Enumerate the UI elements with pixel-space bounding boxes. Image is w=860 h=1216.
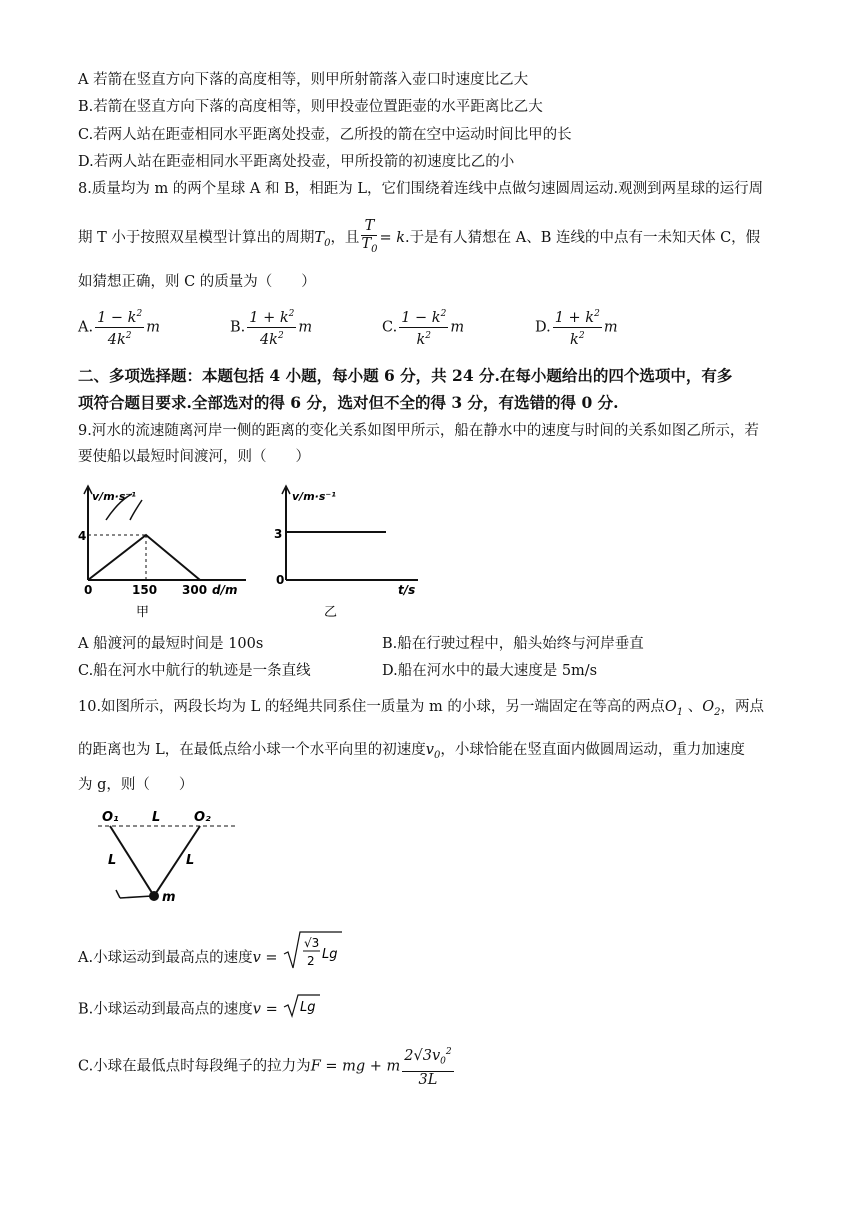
q8-option-b-label: B. xyxy=(230,319,246,336)
q10-line1-b: ，两点 xyxy=(720,699,765,715)
sqrt-expression-a xyxy=(282,928,344,988)
q10-line2 xyxy=(78,740,745,766)
q10-fig-o2: O₂ xyxy=(194,810,211,825)
jia-caption: 甲 xyxy=(136,605,150,620)
q10-fig-l-right: L xyxy=(186,853,195,868)
q10-line1: 10.如图所示，两段长均为 L 的轻绳共同系住一质量为 m 的小球，另一端固定在等高的两点$O_1$ 、$O_2$，两点 xyxy=(78,699,765,718)
v0-symbol: $v_0$ xyxy=(425,742,441,761)
o1-point: $O_1$ xyxy=(664,699,684,718)
q10-fig-o1: O₁ xyxy=(102,810,119,825)
figure-jia xyxy=(76,480,256,620)
yi-y-tick: 3 xyxy=(274,527,283,541)
t0-symbol: $T_0$ xyxy=(314,229,331,249)
q9-option-a: A 船渡河的最短时间是 100s xyxy=(78,636,264,652)
q8-line3: 如猜想正确，则 C 的质量为（ ） xyxy=(78,274,316,290)
q8-option-a-label: A. xyxy=(78,319,94,336)
q7-option-b: B.若箭在竖直方向下落的高度相等，则甲投壶位置距壶的水平距离比乙大 xyxy=(78,99,543,115)
q8-line1: 8.质量均为 m 的两个星球 A 和 B，相距为 L，它们围绕着连线中点做匀速圆周运动.观测到两星球的运行周 xyxy=(78,181,764,197)
q8-option-c: C. $\frac{1 - k^2}{k^2}$ m xyxy=(382,306,464,349)
q8-line2-b: ，且 xyxy=(330,229,360,246)
jia-x-tick-150: 150 xyxy=(132,583,158,597)
section2-line1: 二、多项选择题：本题包括 4 小题，每小题 6 分，共 24 分.在每小题给出的四个选项中，有多 xyxy=(78,366,733,385)
figure-q10 xyxy=(96,806,246,906)
ratio-fraction: $\frac{T}{T_0}$ xyxy=(361,218,378,255)
q10-option-b: B.小球运动到最高点的速度v = Lg xyxy=(78,992,322,1027)
q10-line2-a: 的距离也为 L，在最低点给小球一个水平向里的初速度 xyxy=(78,742,426,758)
jia-y-tick: 4 xyxy=(78,529,87,543)
o2-point: $O_2$ xyxy=(702,699,721,718)
q10-option-c-text: C.小球在最低点时每段绳子的拉力为 xyxy=(78,1058,311,1075)
q9-option-c: C.船在河水中航行的轨迹是一条直线 xyxy=(78,663,311,679)
q9-option-d: D.船在河水中的最大速度是 5m/s xyxy=(382,663,598,679)
ratio-equals-k: = k xyxy=(379,229,406,246)
yi-x-tick-0: 0 xyxy=(276,573,285,587)
q10-option-c: C.小球在最低点时每段绳子的拉力为F = mg + m $\frac{2√3v_0^2}{3L}$ xyxy=(78,1044,456,1089)
jia-x-tick-300: 300 xyxy=(182,583,208,597)
q8-line2 xyxy=(78,218,760,263)
q10-option-a: A.小球运动到最高点的速度v = √3 2 Lg xyxy=(78,928,344,988)
q9-line1: 9.河水的流速随离河岸一侧的距离的变化关系如图甲所示，船在静水中的速度与时间的关系如图乙所示，若 xyxy=(78,423,759,439)
q8-option-a: A. $\frac{1 - k^2}{4k^2}$ m xyxy=(78,306,160,349)
yi-ylabel: v/m·s⁻¹ xyxy=(292,490,336,503)
q7-option-a: A 若箭在竖直方向下落的高度相等，则甲所射箭落入壶口时速度比乙大 xyxy=(78,72,529,88)
q10-line2-b: ，小球恰能在竖直面内做圆周运动，重力加速度 xyxy=(440,742,745,758)
q10-option-a-text: A.小球运动到最高点的速度 xyxy=(78,950,253,966)
q10-option-b-text: B.小球运动到最高点的速度 xyxy=(78,1001,253,1018)
jia-x-tick-0: 0 xyxy=(84,583,93,597)
jia-xlabel: d/m xyxy=(212,583,238,597)
q8-option-b: B. $\frac{1 + k^2}{4k^2}$ m xyxy=(230,306,312,349)
q8-line2-c: .于是有人猜想在 A、B 连线的中点有一未知天体 C，假 xyxy=(405,229,761,246)
q8-option-d-label: D. xyxy=(535,319,551,336)
jia-ylabel: v/m·s⁻¹ xyxy=(92,490,136,503)
svg-text:2: 2 xyxy=(307,954,315,968)
q8-option-c-label: C. xyxy=(382,319,398,336)
q8-line2-a: 期 T 小于按照双星模型计算出的周期 xyxy=(78,229,315,246)
sqrt-expression-b xyxy=(282,992,322,1027)
figure-yi xyxy=(268,480,448,620)
q7-option-c: C.若两人站在距壶相同水平距离处投壶，乙所投的箭在空中运动时间比甲的长 xyxy=(78,127,572,143)
q10-line1-a: 10.如图所示，两段长均为 L 的轻绳共同系住一质量为 m 的小球，另一端固定在等高的两点 xyxy=(78,699,665,715)
svg-text:√3: √3 xyxy=(304,936,320,950)
q8-option-d: D. $\frac{1 + k^2}{k^2}$ m xyxy=(535,306,618,349)
q7-option-d: D.若两人站在距壶相同水平距离处投壶，甲所投箭的初速度比乙的小 xyxy=(78,154,515,170)
svg-text:Lg: Lg xyxy=(322,947,338,962)
q9-option-b: B.船在行驶过程中，船头始终与河岸垂直 xyxy=(382,636,644,652)
q10-fig-l-left: L xyxy=(108,853,117,868)
tension-fraction: $\frac{2√3v_0^2}{3L}$ xyxy=(402,1044,453,1089)
q10-line3: 为 g，则（ ） xyxy=(78,777,194,793)
yi-caption: 乙 xyxy=(324,605,338,620)
q9-line2: 要使船以最短时间渡河，则（ ） xyxy=(78,449,310,465)
q10-fig-l-top: L xyxy=(152,810,161,825)
yi-xlabel: t/s xyxy=(398,583,416,597)
section2-line2: 项符合题目要求.全部选对的得 6 分，选对但不全的得 3 分，有选错的得 0 分. xyxy=(78,393,619,412)
svg-text:Lg: Lg xyxy=(300,1000,316,1015)
q10-fig-m: m xyxy=(162,890,176,905)
